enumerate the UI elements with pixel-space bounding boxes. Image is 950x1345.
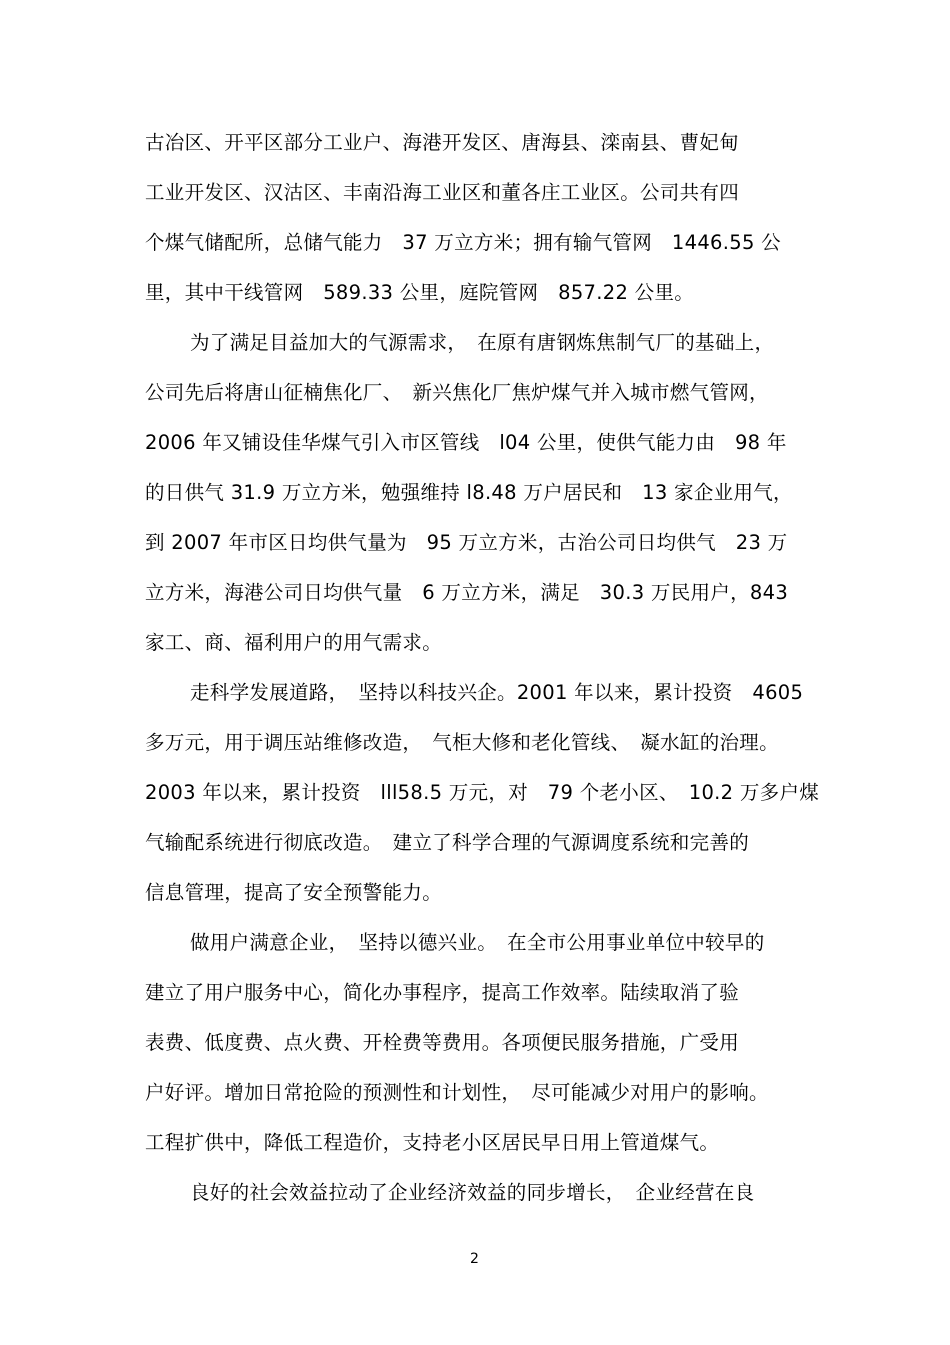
page-number: 2 [470, 1251, 479, 1267]
text-line: 2003 年以来，累计投资 lll58.5 万元，对 79 个老小区、 10.2 万多户煤 [145, 781, 820, 804]
text-line: 立方米，海港公司日均供气量 6 万立方米，满足 30.3 万民用户，843 [145, 581, 789, 604]
text-line: 信息管理，提高了安全预警能力。 [145, 881, 443, 904]
text-line: 的日供气 31.9 万立方米，勉强维持 l8.48 万户居民和 13 家企业用气， [145, 481, 793, 504]
text-line: 良好的社会效益拉动了企业经济效益的同步增长， 企业经营在良 [190, 1181, 755, 1204]
text-line: 古冶区、开平区部分工业户、海港开发区、唐海县、滦南县、曹妃甸 [145, 131, 740, 154]
text-line: 为了满足目益加大的气源需求， 在原有唐钢炼焦制气厂的基础上， [190, 331, 775, 354]
text-line: 做用户满意企业， 坚持以德兴业。 在全市公用事业单位中较早的 [190, 931, 765, 954]
text-line: 家工、商、福利用户的用气需求。 [145, 631, 443, 654]
text-line: 里，其中干线管网 589.33 公里，庭院管网 857.22 公里。 [145, 281, 695, 304]
text-line: 工业开发区、汉沽区、丰南沿海工业区和董各庄工业区。公司共有四 [145, 181, 740, 204]
text-line: 走科学发展道路， 坚持以科技兴企。2001 年以来，累计投资 4605 [190, 681, 804, 704]
text-line: 公司先后将唐山征楠焦化厂、 新兴焦化厂焦炉煤气并入城市燃气管网， [145, 381, 769, 404]
text-line: 建立了用户服务中心，简化办事程序，提高工作效率。陆续取消了验 [145, 981, 740, 1004]
text-line: 2006 年又铺设佳华煤气引入市区管线 l04 公里，使供气能力由 98 年 [145, 431, 787, 454]
text-line: 表费、低度费、点火费、开栓费等费用。各项便民服务措施，广受用 [145, 1031, 740, 1054]
text-line: 个煤气储配所，总储气能力 37 万立方米；拥有输气管网 1446.55 公 [145, 231, 781, 254]
text-line: 气输配系统进行彻底改造。 建立了科学合理的气源调度系统和完善的 [145, 831, 750, 854]
text-line: 到 2007 年市区日均供气量为 95 万立方米，古治公司日均供气 23 万 [145, 531, 788, 554]
text-line: 户好评。增加日常抢险的预测性和计划性， 尽可能减少对用户的影响。 [145, 1081, 769, 1104]
text-line: 工程扩供中，降低工程造价，支持老小区居民早日用上管道煤气。 [145, 1131, 720, 1154]
text-line: 多万元，用于调压站维修改造， 气柜大修和老化管线、 凝水缸的治理。 [145, 731, 779, 754]
